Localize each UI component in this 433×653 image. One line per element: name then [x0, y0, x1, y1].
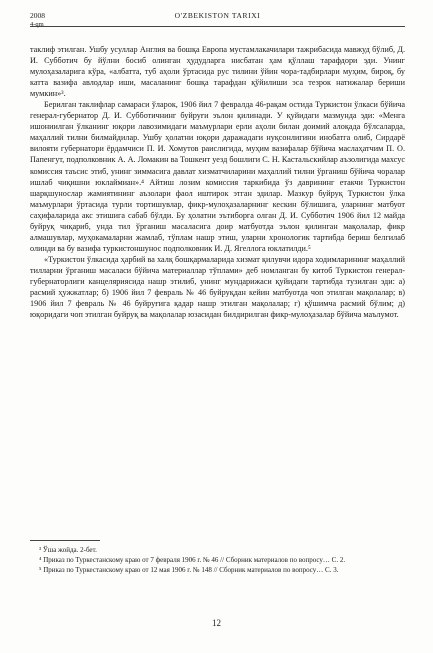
header-year: 2008 — [30, 11, 45, 20]
paragraph-2: Берилган таклифлар самараси ўларок, 1906 йил 7 февралда 46-рақам остида Туркистон ўлкаси бўйича генерал-губернатор Д. И. Субботичнинг буйруғи эълон қилинади. У қуйидаги мазмунда эди: «Менга ишониилган ўлканинг юқори лавозимидаги маъмурлари ерли аҳоли билан доимий алоқада бўлсаларда, маҳаллий тилни билмайдилар. Ушбу ҳолатни юқори даражадаги нуқсонлигини инобатга олиб, Сирдарё вилояти губернатори ёрдамчиси П. И. Хомутов раислигида, муҳим вазифалар бўйича маслаҳатчим П. О. Папенгут, подполковник А. А. Ломакин ва Тошкент уезд бошлиги С. Н. Кастальскийлар аъзолигида махсус комиссия таъсис этиб, унинг зиммасига давлат хизматчиларини маҳаллий тилни ўрганиш бўйича чоралар ишлаб чиқишни юклаймиан».⁴ Айтиш лозим комиссия таркибида ўз даврининг етакчи Туркистон шарқшунослар жамиятининг аъзолари фаол иштирок этган эдилар. Мазкур буйруқ Туркистон ўлка маъмурлари ўртасида турли тортишувлар, фикр-мулоҳазаларнинг кескин бўлишига, уларнинг матбуот саҳифаларида акс этишига сабаб бўлди. Бу ҳолатни эътиборга олган Д. И. Субботич 1906 йил 12 майда буйруқ чиқариб, унда тил ўрганиш масаласига доир матбуотда эълон қилинган мақолалар, фикр алмашувлар, муҳокамаларни жамлаб, тўплам нашр этиш, уларни хронологик тартибда бериш белгилаб олинди ва бу вазифа туркистоншунос подполковник И. Д. Ягеллога юклатилди.⁵ — [30, 100, 405, 253]
footnotes — [30, 545, 405, 575]
paragraph-1: таклиф этилган. Ушбу усуллар Англия ва бошқа Европа мустамлакачилари тажрибасида мавжуд бўлиб, Д. И. Субботич бу йўлни босиб олинган ҳудудларга нисбатан ҳам қўллаш тарафдори эди. Унинг мулоҳазаларига кўра, «албатта, туб аҳоли ўртасида рус тилини ўйин чора-тадбирлари муҳим, бироқ, бу катта вазифа авлодлар иши, масаланинг бошқа тарафдан қўйилиши эса тезрок натижалар бериши мумкин»³. — [30, 45, 405, 99]
article-body — [30, 44, 405, 320]
footnote-5: ⁵ Приказ по Туркестанскому краю от 12 мая 1906 г. № 148 // Сборник материалов по вопросу… С. 3. — [39, 566, 339, 574]
footnote-3: ³ Ўша жойда. 2-бет. — [39, 546, 97, 554]
footnote-4: ⁴ Приказ по Туркестанскому краю от 7 февраля 1906 г. № 46 // Сборник материалов по вопросу… С. 2. — [39, 556, 346, 564]
journal-title: O'ZBEKISTON TARIXI — [174, 11, 261, 20]
running-header — [30, 10, 405, 27]
page-number: 12 — [212, 618, 221, 628]
header-section: 4-qm — [30, 21, 44, 28]
footnote-divider — [30, 540, 100, 541]
paragraph-3: «Туркистон ўлкасида ҳарбий ва халқ бошқармаларида хизмат қилувчи идора ходимларининг маҳаллий тилларни ўрганиш масаласи бўйича материаллар тўплами» деб номланган бу китоб Туркистон генерал-губернаторлиги канцеляриясида нашр этилиб, унинг мундарижаси қуйидаги тартибда тузилган эди: а) расмий ҳужжатлар; б) 1906 йил 7 февраль № 46 буйруқдан кейин матбуотда чоп этилган мақолалар; в) 1906 йил 7 февраль № 46 буйруғига қадар нашр этилган мақолалар; г) қўшимча расмий бўлим; д) юқоридаги чоп этилган буйруқ ва мақолалар юзасидан билдирилган фикр-мулоҳазалар бўйича маълумот. — [30, 254, 405, 320]
